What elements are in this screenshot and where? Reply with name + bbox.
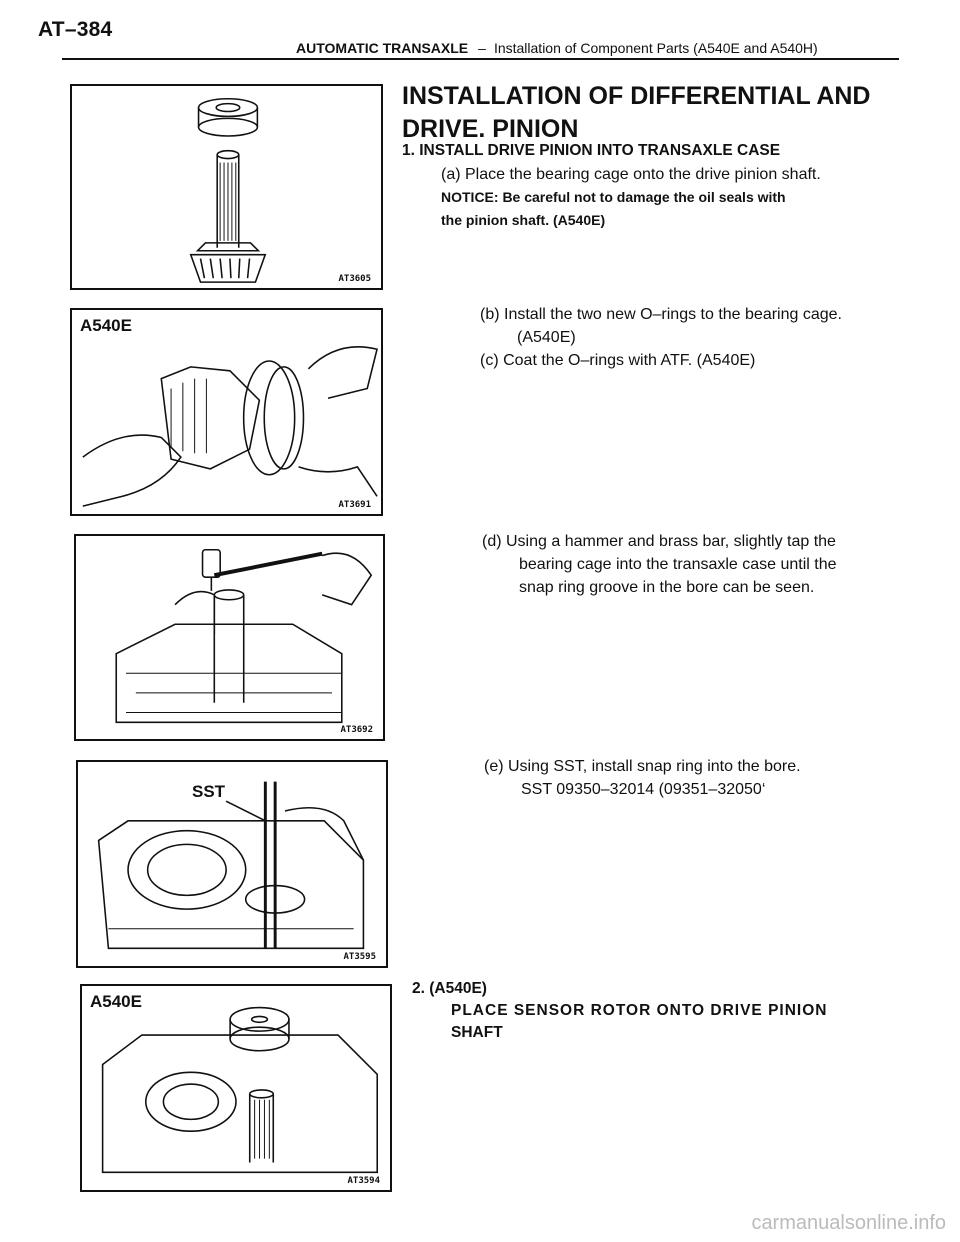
figure-badge: A540E (90, 992, 142, 1011)
notice-line-1: NOTICE: Be careful not to damage the oil seals with (441, 189, 786, 205)
page-title (402, 80, 922, 146)
step-1-heading: 1. INSTALL DRIVE PINION INTO TRANSAXLE CASE (402, 142, 781, 159)
step-2-heading-1: 2. (A540E) (412, 980, 487, 997)
figure-code: AT3692 (340, 725, 373, 735)
title-line-2: DRIVE. PINION (402, 115, 579, 143)
step-2-heading-3: SHAFT (451, 1024, 503, 1041)
figure-code: AT3691 (338, 500, 371, 510)
sst-label: SST (192, 782, 226, 801)
section-title: AUTOMATIC TRANSAXLE (296, 40, 469, 56)
watermark: carmanualsonline.info (751, 1212, 946, 1234)
figure-drive-pinion (70, 84, 383, 290)
step-1e-line-1: (e) Using SST, install snap ring into the bore. (484, 758, 801, 775)
notice-line-2: the pinion shaft. (A540E) (441, 212, 606, 228)
figure-code: AT3595 (343, 952, 376, 962)
step-1d-line-2: bearing cage into the transaxle case until the (519, 556, 837, 573)
step-2-heading-2: PLACE SENSOR ROTOR ONTO DRIVE PINION (451, 1002, 828, 1019)
step-1a: (a) Place the bearing cage onto the drive pinion shaft. (441, 166, 821, 183)
title-line-1: INSTALLATION OF DIFFERENTIAL AND (402, 82, 871, 110)
step-1d-line-1: (d) Using a hammer and brass bar, slightly tap the (482, 533, 836, 550)
figure-code: AT3605 (338, 274, 371, 284)
figure-code: AT3594 (347, 1176, 380, 1186)
figure-o-ring-install (70, 308, 383, 516)
header-separator: – (478, 40, 486, 56)
hammer-tap-illustration (76, 536, 383, 739)
page-number: AT–384 (38, 18, 113, 41)
figure-hammer-tap (74, 534, 385, 741)
step-1b-line-1: (b) Install the two new O–rings to the bearing cage. (480, 306, 842, 323)
step-1b-line-2: (A540E) (517, 329, 576, 346)
running-header (296, 40, 818, 56)
snap-ring-illustration (78, 762, 386, 966)
sensor-rotor-illustration (82, 986, 390, 1190)
step-1d-line-3: snap ring groove in the bore can be seen. (519, 579, 815, 596)
step-1e-line-2: SST 09350–32014 (09351–32050‘ (521, 781, 766, 798)
o-ring-illustration (72, 310, 381, 514)
drive-pinion-illustration (72, 86, 381, 288)
figure-snap-ring-sst (76, 760, 388, 968)
figure-sensor-rotor (80, 984, 392, 1192)
header-rule (62, 58, 899, 60)
figure-badge: A540E (80, 316, 132, 335)
step-1c: (c) Coat the O–rings with ATF. (A540E) (480, 352, 756, 369)
section-subtitle: Installation of Component Parts (A540E and A540H) (493, 40, 818, 56)
